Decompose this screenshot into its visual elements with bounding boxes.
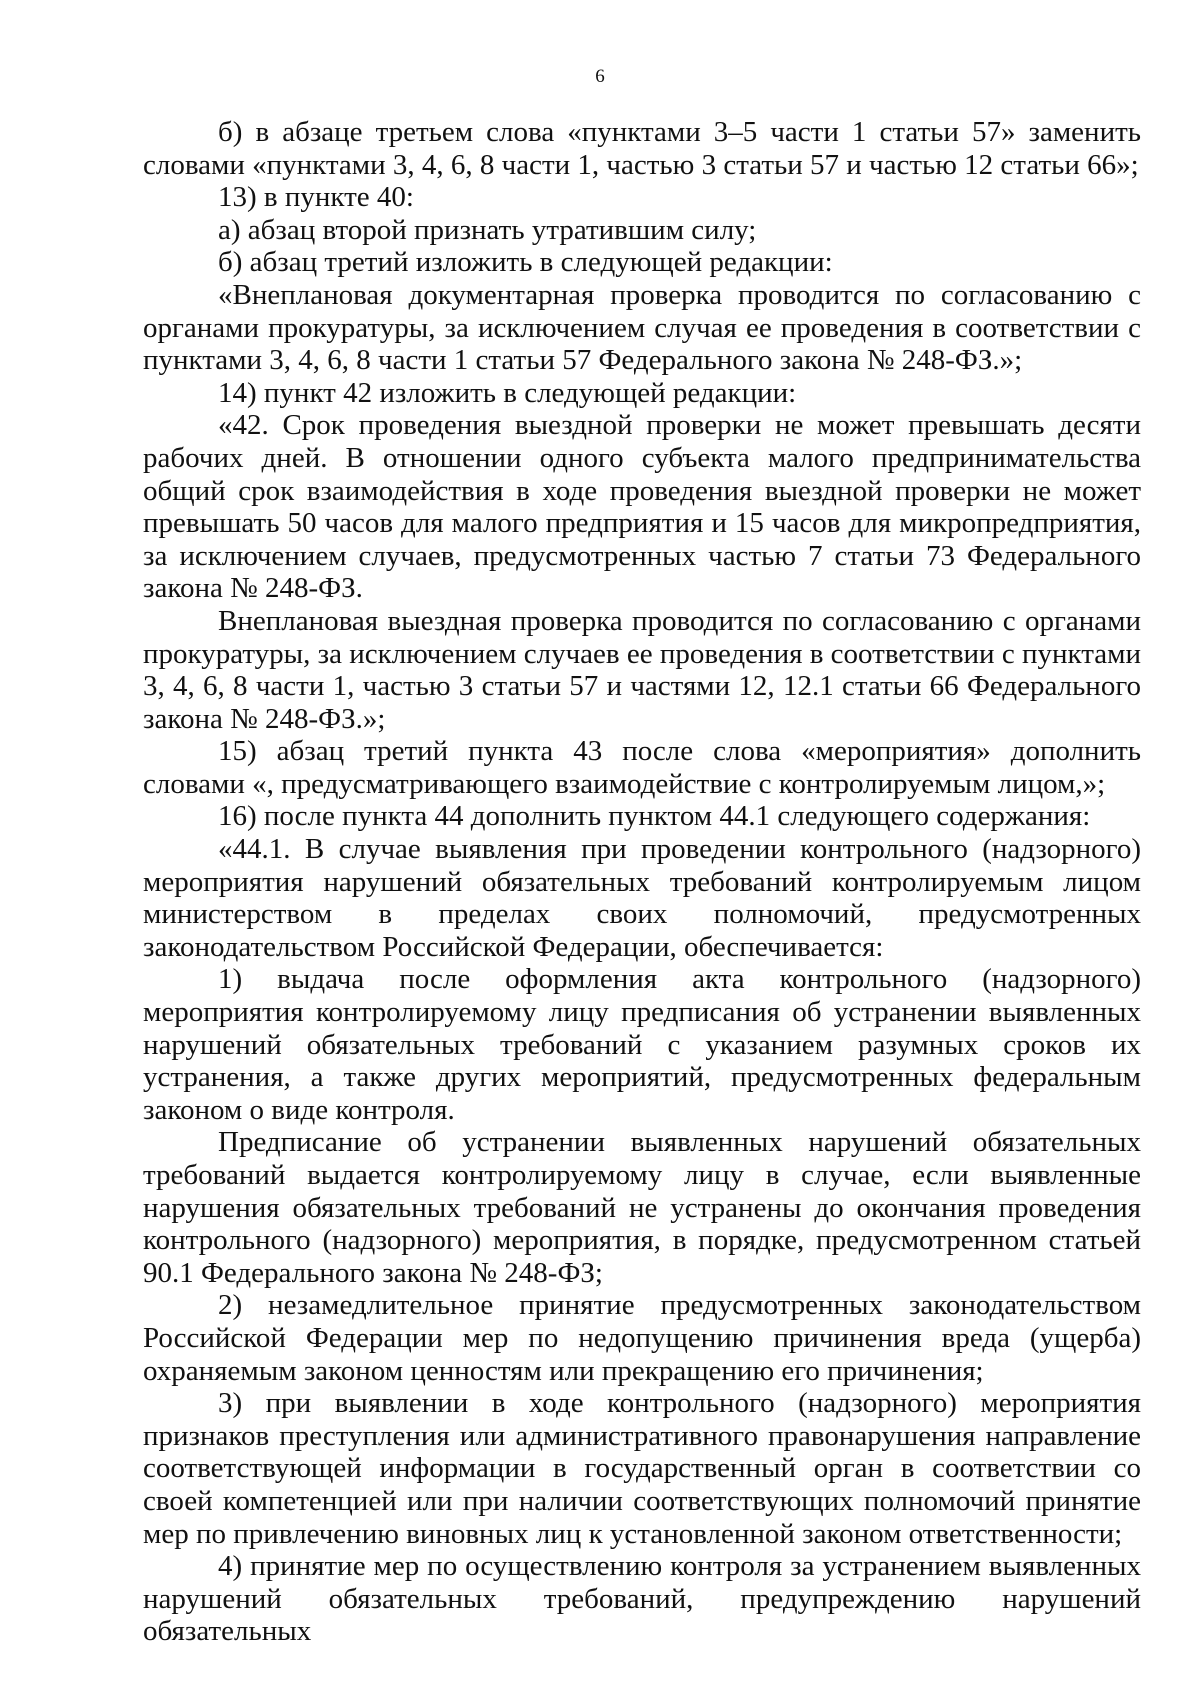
paragraph: «42. Срок проведения выездной проверки не может превышать десяти рабочих дней. В отношении одного субъекта малого предпринимательства общий срок взаимодействия в ходе проведения выездной проверки не может превышать 50 часов для малого предприятия и 15 часов для микропредприятия, за исключением случаев, предусмотренных частью 7 статьи 73 Федерального закона № 248-ФЗ. <box>143 409 1141 605</box>
paragraph: Внеплановая выездная проверка проводится по согласованию с органами прокуратуры, за исключением случаев ее проведения в соответствии с пунктами 3, 4, 6, 8 части 1, частью 3 статьи 57 и частями 12, 12.1 статьи 66 Федерального закона № 248-ФЗ.»; <box>143 604 1141 735</box>
paragraph: б) абзац третий изложить в следующей редакции: <box>218 246 833 279</box>
paragraph: «44.1. В случае выявления при проведении контрольного (надзорного) мероприятия нарушений обязательных требований контролируемым лицом министерством в пределах своих полномочий, предусмотренных законодательством Российской Федерации, обеспечивается: <box>143 833 1141 963</box>
paragraph: 15) абзац третий пункта 43 после слова «мероприятия» дополнить словами «, предусматривающего взаимодействие с контролируемым лицом,»; <box>143 735 1141 800</box>
paragraph: 16) после пункта 44 дополнить пунктом 44.1 следующего содержания: <box>218 800 1091 833</box>
paragraph: б) в абзаце третьем слова «пунктами 3–5 части 1 статьи 57» заменить словами «пунктами 3, 4, 6, 8 части 1, частью 3 статьи 57 и частью 12 статьи 66»; <box>143 116 1141 181</box>
paragraph: 2) незамедлительное принятие предусмотренных законодательством Российской Федерации мер по недопущению причинения вреда (ущерба) охраняемым законом ценностям или прекращению его причинения; <box>143 1289 1141 1387</box>
paragraph: 13) в пункте 40: <box>218 181 414 214</box>
paragraph: Предписание об устранении выявленных нарушений обязательных требований выдается контролируемому лицу в случае, если выявленные нарушения обязательных требований не устранены до окончания проведения контрольного (надзорного) мероприятия, в порядке, предусмотренном статьей 90.1 Федерального закона № 248-ФЗ; <box>143 1126 1141 1289</box>
paragraph: а) абзац второй признать утратившим силу; <box>218 213 757 246</box>
paragraph: 1) выдача после оформления акта контрольного (надзорного) мероприятия контролируемому лицу предписания об устранении выявленных нарушений обязательных требований с указанием разумных сроков их устранения, а также других мероприятий, предусмотренных федеральным законом о виде контроля. <box>143 963 1141 1126</box>
page-number: 6 <box>595 66 605 87</box>
paragraph: «Внеплановая документарная проверка проводится по согласованию с органами прокуратуры, за исключением случая ее проведения в соответствии с пунктами 3, 4, 6, 8 части 1 статьи 57 Федерального закона № 248-ФЗ.»; <box>143 278 1141 377</box>
paragraph: 14) пункт 42 изложить в следующей редакции: <box>218 376 797 409</box>
paragraph: 4) принятие мер по осуществлению контроля за устранением выявленных нарушений обязательных требований, предупреждению нарушений обязательных <box>143 1550 1141 1648</box>
document-body <box>143 116 1141 1648</box>
paragraph: 3) при выявлении в ходе контрольного (надзорного) мероприятия признаков преступления или административного правонарушения направление соответствующей информации в государственный орган в соответствии со своей компетенцией или при наличии соответствующих полномочий принятие мер по привлечению виновных лиц к установленной законом ответственности; <box>143 1387 1141 1550</box>
